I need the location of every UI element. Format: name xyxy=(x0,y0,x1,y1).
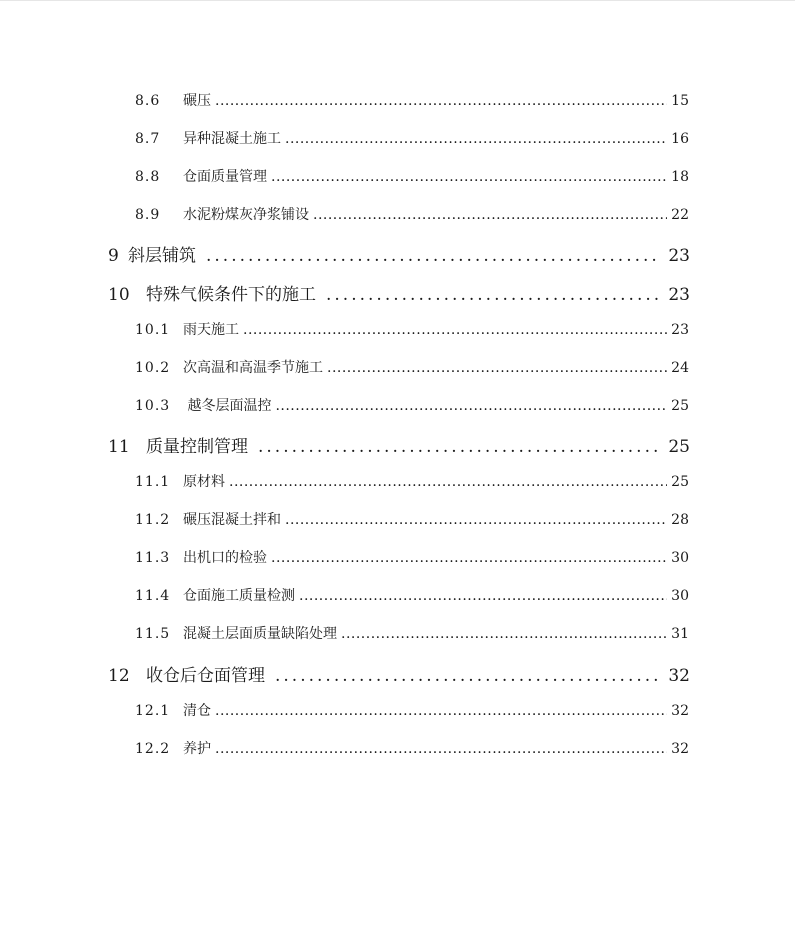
toc-entry-title: 收仓后仓面管理 xyxy=(146,666,265,686)
toc-entry-number: 11.3 xyxy=(135,550,171,566)
toc-entry-number: 8.9 xyxy=(135,207,161,223)
toc-leader-dots xyxy=(271,169,667,185)
toc-entry-page: 15 xyxy=(671,93,689,109)
toc-leader-dots xyxy=(299,588,667,604)
toc-entry-title: 仓面质量管理 xyxy=(183,169,267,185)
toc-entry-11-3[interactable] xyxy=(135,547,689,567)
toc-entry-number: 10.1 xyxy=(135,322,171,338)
toc-entry-number: 10.3 xyxy=(135,398,171,414)
toc-entry-number: 11.2 xyxy=(135,512,171,528)
toc-leader-dots xyxy=(285,131,667,147)
toc-leader-dots xyxy=(327,360,667,376)
toc-leader-dots xyxy=(275,398,667,414)
toc-leader-dots xyxy=(215,703,667,719)
toc-entry-number: 11 xyxy=(108,437,130,457)
toc-entry-11-2[interactable] xyxy=(135,509,689,529)
toc-entry-title: 斜层铺筑 xyxy=(128,246,196,266)
toc-entry-title: 水泥粉煤灰净浆铺设 xyxy=(183,207,309,223)
toc-leader-dots xyxy=(341,626,667,642)
toc-entry-number: 10 xyxy=(108,285,130,305)
toc-entry-page: 25 xyxy=(671,398,689,414)
toc-entry-number: 11.4 xyxy=(135,588,171,604)
toc-leader-dots xyxy=(229,474,667,490)
toc-entry-9[interactable] xyxy=(108,241,690,266)
toc-entry-8-8[interactable] xyxy=(135,166,689,186)
toc-entry-page: 25 xyxy=(671,474,689,490)
toc-entry-11-5[interactable] xyxy=(135,623,689,643)
toc-entry-number: 12 xyxy=(108,666,130,686)
toc-entry-page: 22 xyxy=(671,207,689,223)
toc-entry-page: 31 xyxy=(671,626,689,642)
toc-entry-page: 30 xyxy=(671,550,689,566)
toc-entry-number: 8.8 xyxy=(135,169,161,185)
toc-leader-dots xyxy=(275,666,660,686)
toc-entry-11[interactable] xyxy=(108,432,690,457)
toc-entry-number: 11.5 xyxy=(135,626,171,642)
toc-entry-8-7[interactable] xyxy=(135,128,689,148)
toc-entry-title: 雨天施工 xyxy=(183,322,239,338)
toc-entry-number: 10.2 xyxy=(135,360,171,376)
toc-entry-10-1[interactable] xyxy=(135,319,689,339)
toc-entry-page: 16 xyxy=(671,131,689,147)
toc-entry-12-1[interactable] xyxy=(135,700,689,720)
toc-entry-title: 清仓 xyxy=(183,703,211,719)
toc-leader-dots xyxy=(215,741,667,757)
toc-entry-12-2[interactable] xyxy=(135,738,689,758)
toc-leader-dots xyxy=(215,93,667,109)
toc-entry-title: 质量控制管理 xyxy=(146,437,248,457)
toc-entry-number: 8.7 xyxy=(135,131,161,147)
toc-entry-number: 8.6 xyxy=(135,93,161,109)
toc-entry-title: 碾压混凝土拌和 xyxy=(183,512,281,528)
toc-entry-page: 23 xyxy=(671,322,689,338)
toc-entry-page: 24 xyxy=(671,360,689,376)
toc-entry-title: 特殊气候条件下的施工 xyxy=(146,285,316,305)
toc-entry-8-6[interactable] xyxy=(135,90,689,110)
toc-entry-title: 原材料 xyxy=(183,474,225,490)
toc-leader-dots xyxy=(271,550,667,566)
toc-entry-title: 越冬层面温控 xyxy=(183,398,272,414)
toc-leader-dots xyxy=(206,246,660,266)
toc-entry-11-1[interactable] xyxy=(135,471,689,491)
toc-entry-title: 养护 xyxy=(183,741,211,757)
toc-entry-number: 12.2 xyxy=(135,741,171,757)
toc-entry-number: 12.1 xyxy=(135,703,171,719)
toc-leader-dots xyxy=(243,322,667,338)
toc-entry-page: 28 xyxy=(671,512,689,528)
toc-entry-10-2[interactable] xyxy=(135,357,689,377)
toc-entry-12[interactable] xyxy=(108,661,690,686)
toc-entry-11-4[interactable] xyxy=(135,585,689,605)
toc-leader-dots xyxy=(313,207,667,223)
toc-entry-page: 32 xyxy=(668,666,690,686)
toc-entry-number: 9 xyxy=(108,246,119,266)
toc-entry-title: 出机口的检验 xyxy=(183,550,267,566)
toc-entry-10[interactable] xyxy=(108,280,690,305)
toc-entry-10-3[interactable] xyxy=(135,395,689,415)
toc-leader-dots xyxy=(258,437,660,457)
toc-entry-page: 32 xyxy=(671,741,689,757)
toc-entry-title: 混凝土层面质量缺陷处理 xyxy=(183,626,337,642)
toc-leader-dots xyxy=(326,285,660,305)
toc-entry-title: 次高温和高温季节施工 xyxy=(183,360,323,376)
toc-entry-title: 仓面施工质量检测 xyxy=(183,588,295,604)
toc-entry-page: 30 xyxy=(671,588,689,604)
toc-entry-page: 23 xyxy=(668,246,690,266)
toc-entry-page: 23 xyxy=(668,285,690,305)
toc-leader-dots xyxy=(285,512,667,528)
toc-entry-8-9[interactable] xyxy=(135,204,689,224)
toc-entry-title: 异种混凝土施工 xyxy=(183,131,281,147)
toc-entry-page: 18 xyxy=(671,169,689,185)
toc-entry-number: 11.1 xyxy=(135,474,171,490)
toc-entry-title: 碾压 xyxy=(183,93,211,109)
toc-entry-page: 25 xyxy=(668,437,690,457)
toc-entry-page: 32 xyxy=(671,703,689,719)
